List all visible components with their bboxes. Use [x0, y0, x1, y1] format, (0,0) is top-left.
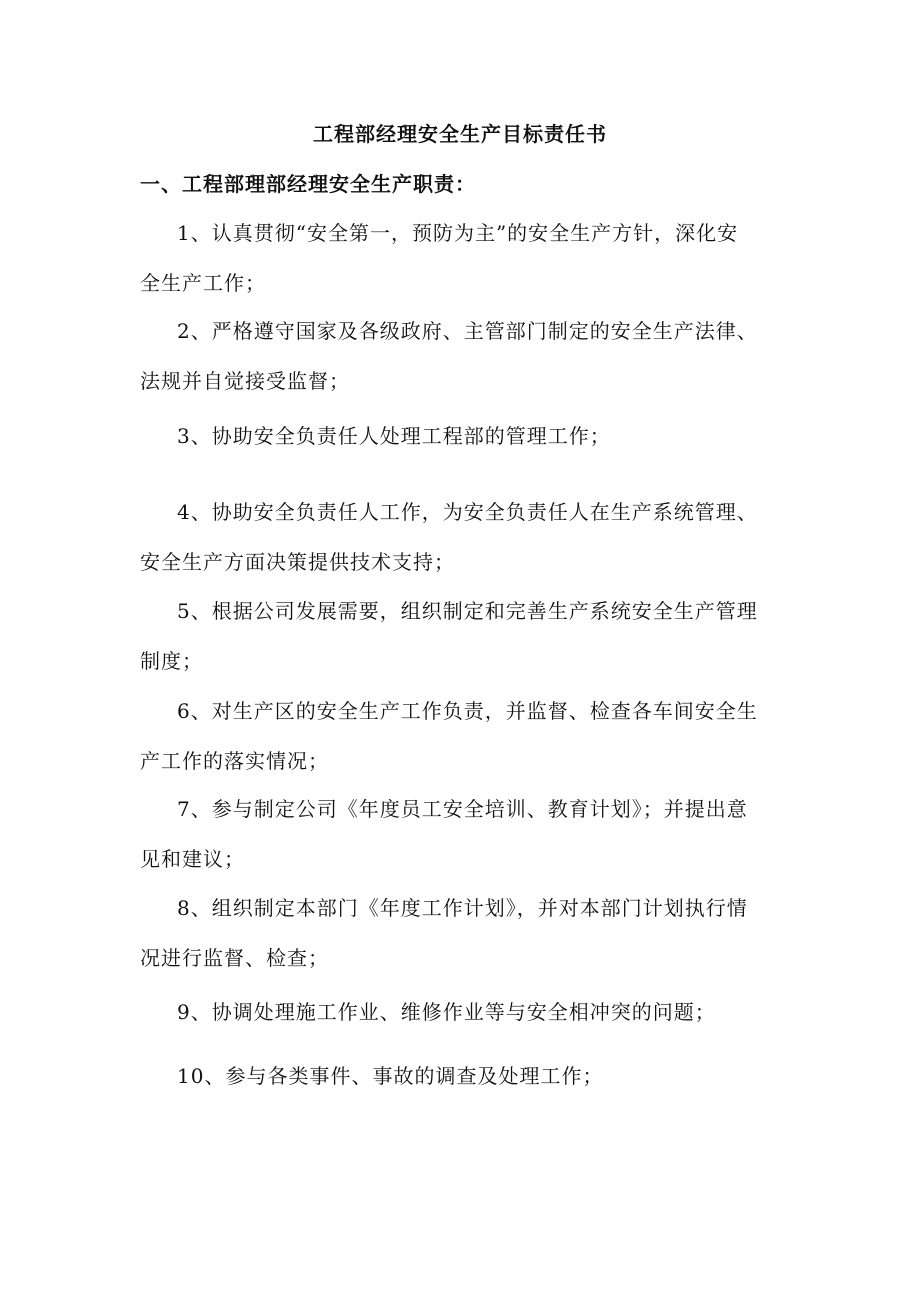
list-item	[140, 784, 795, 884]
list-item-line: 6、对生产区的安全生产工作负责，并监督、检查各车间安全生	[177, 699, 758, 723]
list-item-line: 4、协助安全负责任人工作，为安全负责任人在生产系统管理、	[177, 500, 758, 524]
list-item-line: 5、根据公司发展需要，组织制定和完善生产系统安全生产管理	[177, 599, 758, 623]
list-item: 9、协调处理施工作业、维修作业等与安全相冲突的问题；	[177, 1000, 716, 1024]
list-item	[140, 883, 795, 983]
list-item-line: 7、参与制定公司《年度员工安全培训、教育计划》；并提出意	[177, 797, 748, 821]
list-item-line: 法规并自觉接受监督；	[140, 369, 350, 393]
list-item-line: 况进行监督、检查；	[140, 946, 329, 970]
list-item-line: 产工作的落实情况；	[140, 749, 329, 773]
list-item	[140, 686, 795, 786]
list-item-line: 见和建议；	[140, 847, 245, 871]
list-item-line: 安全生产方面决策提供技术支持；	[140, 550, 455, 574]
list-item-line: 制度；	[140, 649, 203, 673]
list-item: 3、协助安全负责任人处理工程部的管理工作；	[177, 424, 611, 448]
list-item-line: 8、组织制定本部门《年度工作计划》，并对本部门计划执行情	[177, 896, 748, 920]
list-item-line: 全生产工作；	[140, 271, 266, 295]
list-item	[140, 487, 795, 587]
list-item	[140, 208, 795, 308]
document-title: 工程部经理安全生产目标责任书	[313, 122, 607, 146]
list-item-line: 2、严格遵守国家及各级政府、主管部门制定的安全生产法律、	[177, 319, 758, 343]
list-item	[140, 306, 795, 406]
list-item-line: 1、认真贯彻“安全第一，预防为主”的安全生产方针，深化安	[177, 221, 739, 245]
section-heading: 一、工程部理部经理安全生产职责：	[140, 172, 476, 196]
list-item: 10、参与各类事件、事故的调查及处理工作；	[177, 1064, 604, 1088]
list-item	[140, 586, 795, 686]
